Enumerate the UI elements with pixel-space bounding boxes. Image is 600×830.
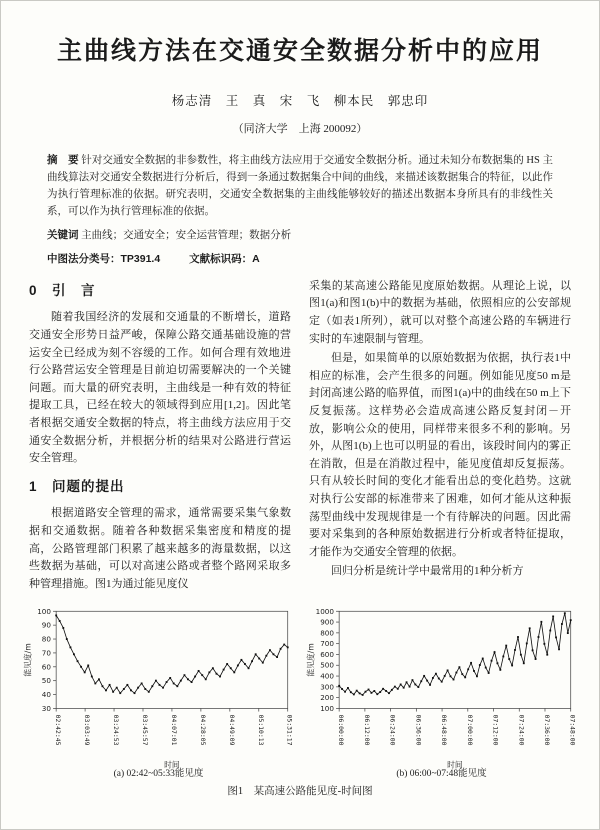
svg-text:07:36:00: 07:36:00 bbox=[542, 714, 551, 746]
svg-text:07:00:00: 07:00:00 bbox=[465, 714, 474, 746]
visibility-chart-a bbox=[21, 603, 296, 770]
svg-text:06:00:00: 06:00:00 bbox=[337, 714, 346, 746]
svg-text:50: 50 bbox=[41, 676, 51, 686]
section-0-paragraph: 随着我国经济的发展和交通量的不断增长，道路交通安全形势日益严峻，保障公路交通基础设施的营运安全已经成为刻不容缓的工作。如何合理有效地进行公路营运安全管理是目前迫切需要解决的一个关键问题。而大量的研究表明，主曲线是一种有效的特征提取工具，已经在较大的领域得到应用[1,2]。因此笔者根据交通安全数据的特点，将主曲线方法应用于交通安全数据分析，并根据分析的结果对公路进行营运安全管理。 bbox=[29, 311, 291, 465]
svg-text:03:45:57: 03:45:57 bbox=[140, 714, 149, 746]
svg-text:40: 40 bbox=[41, 690, 51, 700]
chart-caption-b: (b) 06:00~07:48能见度 bbox=[396, 768, 487, 779]
svg-text:06:36:00: 06:36:00 bbox=[414, 714, 423, 746]
svg-text:90: 90 bbox=[41, 620, 51, 630]
clc-number: 中图法分类号：TP391.4 bbox=[47, 252, 161, 265]
abstract bbox=[47, 152, 553, 220]
figure-chart-a bbox=[21, 603, 296, 778]
clc-line bbox=[47, 251, 553, 266]
keywords-line bbox=[47, 227, 553, 245]
authors-line: 杨志清 王 真 宋 飞 柳本民 郭忠印 bbox=[171, 94, 429, 108]
svg-text:07:48:00: 07:48:00 bbox=[568, 714, 577, 746]
svg-text:30: 30 bbox=[41, 704, 51, 714]
svg-text:800: 800 bbox=[320, 628, 334, 638]
figure-chart-b bbox=[304, 603, 579, 778]
svg-text:能见度/m: 能见度/m bbox=[23, 643, 33, 677]
right-paragraph-3: 回归分析是统计学中最常用的1种分析方 bbox=[331, 565, 524, 578]
svg-text:06:48:00: 06:48:00 bbox=[440, 714, 449, 746]
svg-text:900: 900 bbox=[320, 617, 334, 627]
keywords-label: 关键词 bbox=[47, 229, 79, 241]
svg-text:05:31:17: 05:31:17 bbox=[285, 714, 294, 746]
figure-1 bbox=[21, 603, 579, 778]
svg-text:03:03:49: 03:03:49 bbox=[83, 714, 92, 746]
svg-text:02:42:45: 02:42:45 bbox=[54, 714, 63, 746]
doc-code: 文献标识码：A bbox=[189, 252, 260, 265]
svg-text:07:24:00: 07:24:00 bbox=[517, 714, 526, 746]
affiliation: （同济大学 上海 200092） bbox=[232, 123, 368, 135]
svg-text:06:12:00: 06:12:00 bbox=[362, 714, 371, 746]
svg-text:03:24:53: 03:24:53 bbox=[112, 714, 121, 746]
svg-text:700: 700 bbox=[320, 639, 334, 649]
right-paragraph-1: 采集的某高速公路能见度原始数据。从理论上说，以图1(a)和图1(b)中的数据为基础，依照相应的公安部规定（如表1所列），就可以对整个高速公路的车辆进行实时的车速限制与管理。 bbox=[309, 279, 571, 345]
svg-text:07:12:00: 07:12:00 bbox=[491, 714, 500, 746]
svg-text:300: 300 bbox=[320, 682, 334, 692]
section-0-heading: 0 引 言 bbox=[29, 282, 96, 298]
svg-text:04:28:05: 04:28:05 bbox=[198, 714, 207, 746]
abstract-label: 摘 要 bbox=[47, 154, 79, 166]
svg-text:100: 100 bbox=[320, 704, 334, 714]
svg-text:05:10:13: 05:10:13 bbox=[256, 714, 265, 746]
section-1-paragraph: 根据道路安全管理的需求，通常需要采集气象数据和交通数据。随着各种数据采集密度和精度的提高，公路管理部门积累了越来越多的海量数据，以这些数据为基础，可以对高速公路或者整个路网采取多种管理措施。图1为通过能见度仪 bbox=[29, 507, 291, 590]
svg-text:100: 100 bbox=[37, 607, 51, 617]
visibility-chart-b bbox=[304, 603, 579, 770]
svg-text:06:24:00: 06:24:00 bbox=[388, 714, 397, 746]
chart-caption-a: (a) 02:42~05:33能见度 bbox=[113, 768, 204, 779]
figure-caption: 图1 某高速公路能见度-时间图 bbox=[227, 785, 373, 797]
svg-text:200: 200 bbox=[320, 693, 334, 703]
body-columns bbox=[29, 278, 571, 596]
svg-text:时间: 时间 bbox=[164, 760, 180, 770]
svg-text:500: 500 bbox=[320, 661, 334, 671]
section-1-heading: 1 问题的提出 bbox=[29, 478, 125, 494]
svg-text:70: 70 bbox=[41, 648, 51, 658]
svg-text:04:49:09: 04:49:09 bbox=[227, 714, 236, 746]
svg-text:400: 400 bbox=[320, 671, 334, 681]
svg-text:能见度/m: 能见度/m bbox=[306, 643, 316, 677]
column-right bbox=[309, 278, 571, 596]
keywords-text: 主曲线；交通安全；安全运营管理；数据分析 bbox=[81, 230, 292, 241]
svg-text:600: 600 bbox=[320, 650, 334, 660]
page-title: 主曲线方法在交通安全数据分析中的应用 bbox=[56, 38, 543, 65]
svg-text:60: 60 bbox=[41, 662, 51, 672]
svg-text:04:07:01: 04:07:01 bbox=[169, 714, 178, 746]
svg-text:80: 80 bbox=[41, 634, 51, 644]
svg-text:时间: 时间 bbox=[447, 760, 463, 770]
abstract-text: 针对交通安全数据的非参数性，将主曲线方法应用于交通安全数据分析。通过未知分布数据集的 HS 主曲线算法对交通安全数据进行分析后，得到一条通过数据集合中间的曲线，来描述该数据集合的特征，以此作为执行管理标准的依据。研究表明，交通安全数据集的主曲线能够较好的描述出数据本身所具有的非线性关系，可以作为执行管理标准的依据。 bbox=[47, 155, 554, 217]
column-left bbox=[29, 278, 291, 596]
svg-text:1000: 1000 bbox=[315, 607, 334, 617]
right-paragraph-2: 但是，如果简单的以原始数据为依据，执行表1中相应的标准，会产生很多的问题。例如能见度50 m是封闭高速公路的临界值，而图1(a)中的曲线在50 m上下反复振荡。这样势必会造成高速公路反复封闭－开放，影响公众的使用，同样带来很多不利的影响。另外，从图1(b)上也可以明显的看出，该段时间内的雾正在消散，但是在消散过程中，能见度值却反复振荡。只有从较长时间的变化才能看出总的变化趋势。这就对执行公安部的标准带来了困难，如何才能从这种振荡型曲线中发现规律是一个有待解决的问题。因此需要对采集到的各种原始数据进行分析或者特征提取，才能作为交通安全管理的依据。 bbox=[309, 352, 571, 558]
